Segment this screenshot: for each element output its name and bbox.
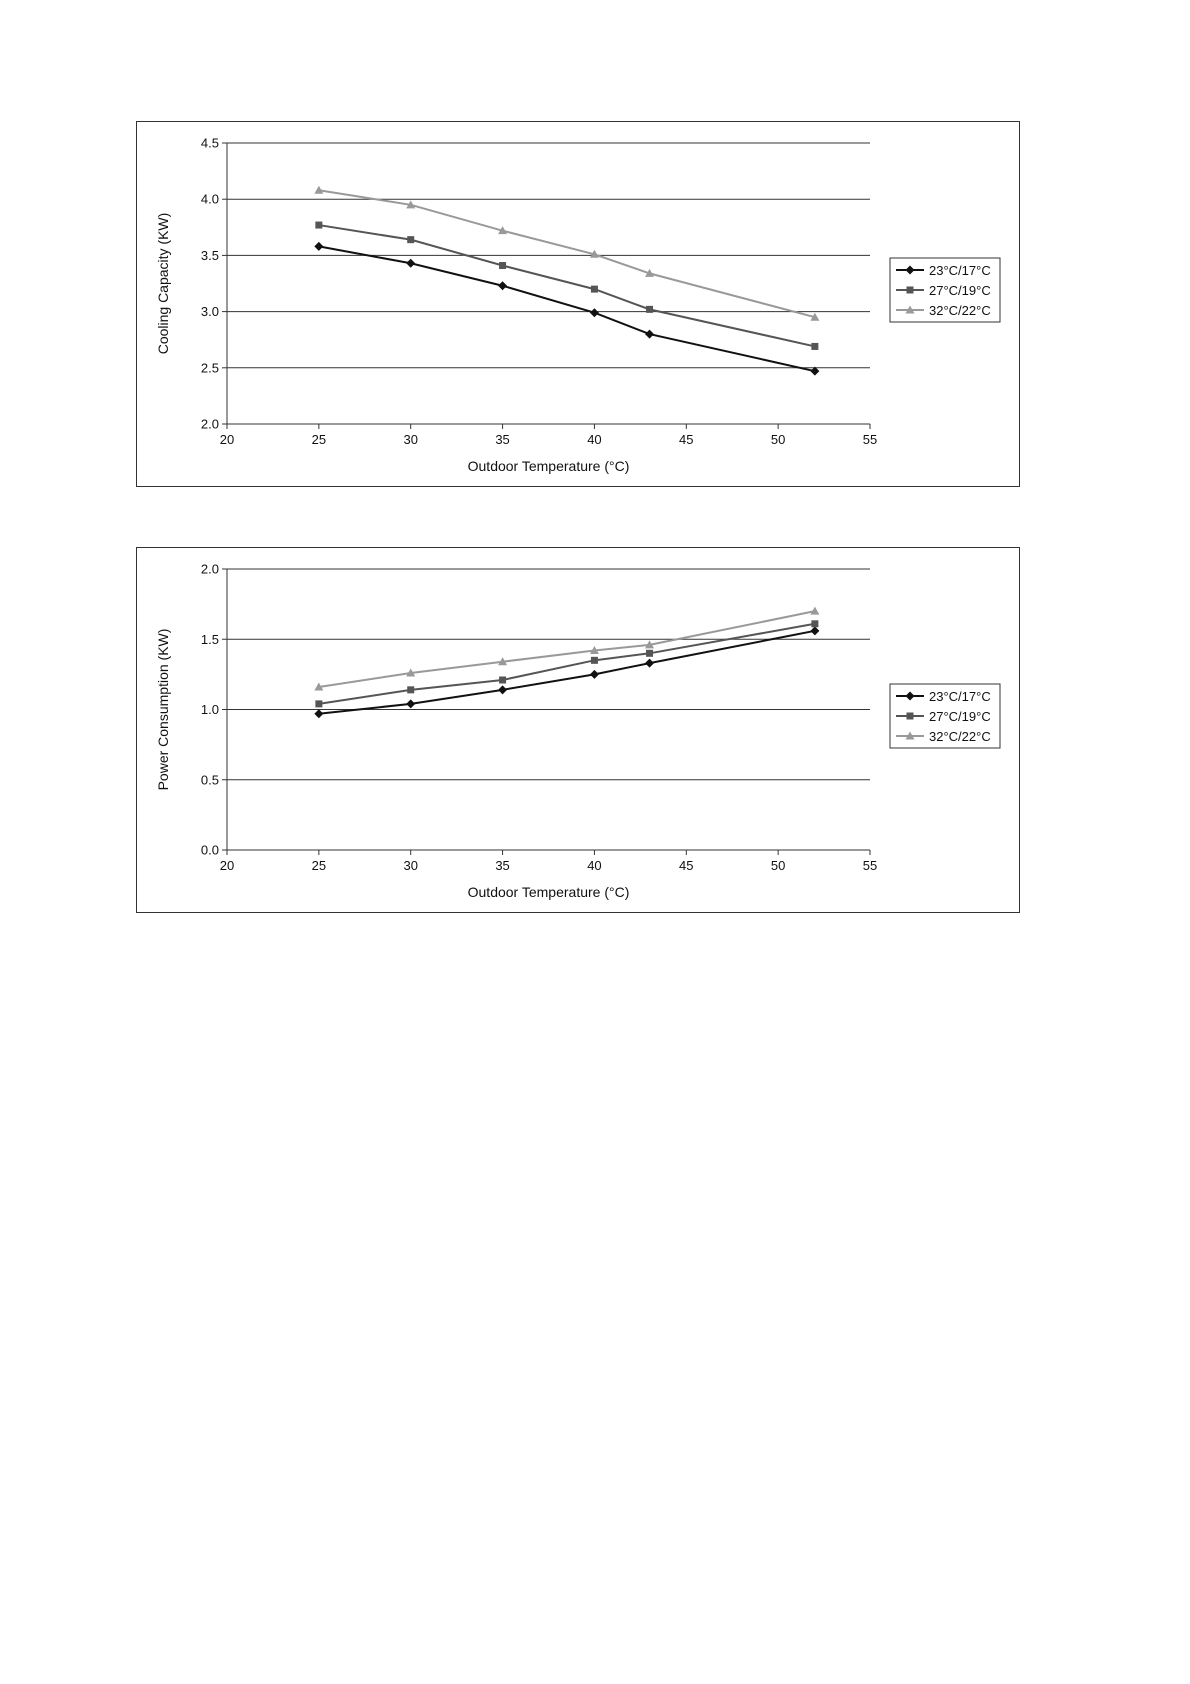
- chart2-series-2-point: [407, 686, 414, 693]
- chart1-y-tick-label: 3.0: [200, 304, 219, 320]
- chart1-legend-label: 27°C/19°C: [929, 283, 991, 298]
- chart1-series-2-point: [646, 306, 653, 313]
- chart1-series-1-point: [590, 308, 599, 317]
- chart2-y-tick-label: 0.5: [200, 772, 219, 788]
- chart2-series-line-2: [319, 624, 815, 704]
- chart1-legend-label: 32°C/22°C: [929, 303, 991, 318]
- chart1-series-line-2: [319, 225, 815, 346]
- chart2-legend-label: 32°C/22°C: [929, 729, 991, 744]
- chart2-series-1-point: [498, 685, 507, 694]
- chart2-series-3-point: [810, 607, 819, 615]
- chart2-series-line-3: [319, 611, 815, 687]
- chart1-legend-label: 23°C/17°C: [929, 263, 991, 278]
- chart2-y-tick-label: 1.0: [200, 702, 219, 717]
- chart1-series-line-1: [319, 246, 815, 371]
- chart2-series-1-point: [810, 626, 819, 635]
- chart2-x-tick-label: 20: [219, 858, 235, 873]
- chart2-series-2-point: [591, 657, 598, 664]
- chart2-y-axis-title: Power Consumption (KW): [155, 628, 171, 791]
- chart1-x-tick-label: 45: [679, 432, 694, 447]
- chart1-x-tick-label: 30: [403, 432, 418, 447]
- chart1-y-tick-label: 2.5: [200, 360, 219, 376]
- chart1-y-tick-label: 4.0: [200, 191, 219, 207]
- chart1-x-tick-label: 50: [770, 432, 786, 447]
- chart2-series-2-point: [499, 676, 506, 683]
- chart2-x-tick-label: 25: [311, 858, 327, 873]
- chart2-series-1-point: [406, 699, 415, 708]
- chart2-x-tick-label: 35: [495, 858, 510, 873]
- chart1-x-axis-title: Outdoor Temperature (°C): [467, 458, 630, 474]
- chart2-x-tick-label: 30: [403, 858, 418, 873]
- power-consumption-chart-svg: [137, 548, 1021, 914]
- chart1-y-axis-title: Cooling Capacity (KW): [155, 212, 171, 355]
- chart2-series-2-point: [646, 650, 653, 657]
- chart2-y-tick-label: 2.0: [200, 561, 219, 577]
- chart2-x-tick-label: 45: [679, 858, 694, 873]
- chart2-series-line-1: [319, 631, 815, 714]
- chart2-legend-label: 23°C/17°C: [929, 689, 991, 704]
- cooling-capacity-chart-svg: [137, 122, 1021, 488]
- chart1-series-2-point: [315, 222, 322, 229]
- chart2-y-tick-label: 0.0: [200, 842, 219, 858]
- chart2-series-1-point: [645, 659, 654, 668]
- chart1-series-2-point: [407, 236, 414, 243]
- chart2-legend: [890, 684, 1000, 748]
- chart2-series-1-point: [314, 709, 323, 718]
- chart1-series-1-point: [406, 259, 415, 268]
- chart2-legend-swatch-marker: [907, 713, 914, 720]
- chart2-series-1-point: [590, 670, 599, 679]
- chart2-legend-label: 27°C/19°C: [929, 709, 991, 724]
- chart1-series-2-point: [499, 262, 506, 269]
- power-consumption-chart: [136, 547, 1020, 913]
- chart2-series-2-point: [811, 620, 818, 627]
- chart1-x-tick-label: 25: [311, 432, 327, 447]
- chart1-x-tick-label: 35: [495, 432, 510, 447]
- chart1-legend: [890, 258, 1000, 322]
- chart1-y-tick-label: 3.5: [200, 247, 219, 263]
- chart1-y-tick-label: 4.5: [200, 135, 219, 151]
- chart1-series-1-point: [314, 242, 323, 251]
- chart1-y-tick-label: 2.0: [200, 416, 219, 432]
- chart1-series-2-point: [811, 343, 818, 350]
- chart1-series-1-point: [645, 330, 654, 339]
- chart1-series-1-point: [498, 281, 507, 290]
- chart2-x-tick-label: 40: [587, 858, 602, 873]
- chart1-series-2-point: [591, 286, 598, 293]
- chart2-series-2-point: [315, 700, 322, 707]
- chart1-series-line-3: [319, 190, 815, 317]
- cooling-capacity-chart: [136, 121, 1020, 487]
- chart2-x-axis-title: Outdoor Temperature (°C): [467, 884, 630, 900]
- chart2-y-tick-label: 1.5: [200, 631, 219, 647]
- chart2-x-tick-label: 50: [770, 858, 786, 873]
- chart1-legend-swatch-marker: [907, 287, 914, 294]
- chart2-x-tick-label: 55: [862, 858, 878, 873]
- chart1-x-tick-label: 40: [587, 432, 602, 447]
- chart1-x-tick-label: 55: [862, 432, 878, 447]
- chart1-x-tick-label: 20: [219, 432, 235, 447]
